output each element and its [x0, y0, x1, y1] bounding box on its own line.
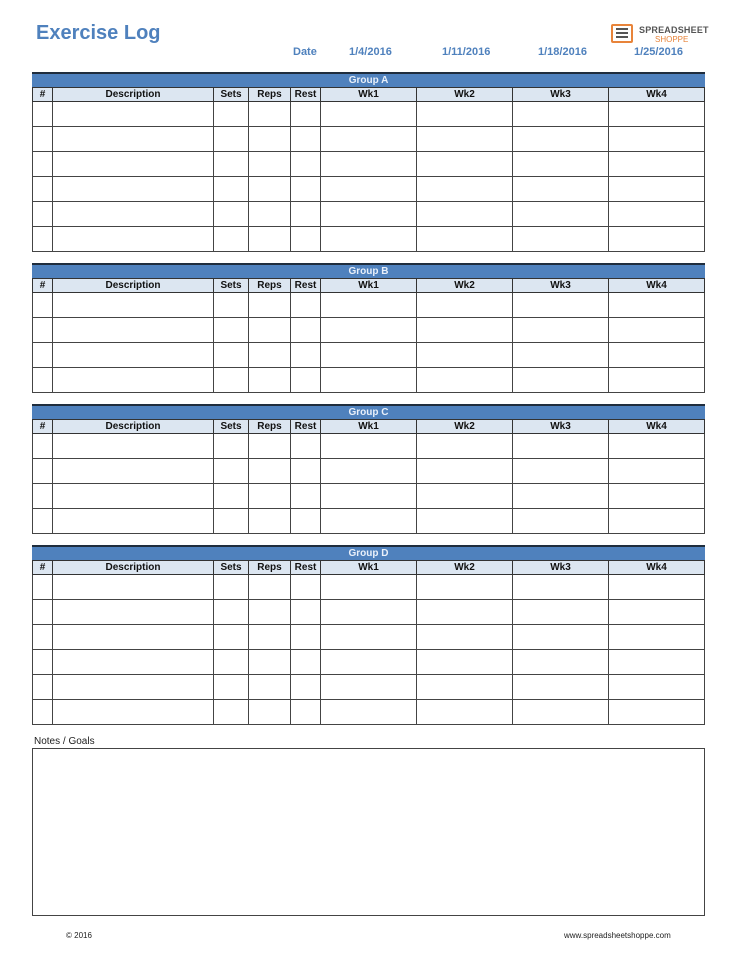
table-cell[interactable]: [214, 227, 249, 252]
notes-label: Notes / Goals: [34, 736, 95, 747]
notes-input[interactable]: [32, 748, 705, 916]
table-cell[interactable]: [417, 177, 513, 202]
table-cell[interactable]: [249, 575, 291, 600]
date-wk2[interactable]: 1/11/2016: [442, 46, 491, 58]
date-wk1[interactable]: 1/4/2016: [349, 46, 392, 58]
table-cell[interactable]: [53, 368, 214, 393]
column-header: Wk3: [513, 420, 609, 434]
table-cell[interactable]: [321, 484, 417, 509]
table-cell[interactable]: [609, 102, 705, 127]
table-cell[interactable]: [214, 152, 249, 177]
column-header: Description: [53, 88, 214, 102]
table-cell[interactable]: [321, 675, 417, 700]
table-cell[interactable]: [291, 127, 321, 152]
table-cell[interactable]: [53, 459, 214, 484]
table-cell[interactable]: [33, 484, 53, 509]
table-cell[interactable]: [249, 318, 291, 343]
table-cell[interactable]: [291, 625, 321, 650]
group-header: Group D: [32, 545, 705, 560]
table-cell[interactable]: [249, 675, 291, 700]
table-cell[interactable]: [33, 600, 53, 625]
table-cell[interactable]: [214, 177, 249, 202]
table-cell[interactable]: [53, 700, 214, 725]
table-cell[interactable]: [291, 434, 321, 459]
table-cell[interactable]: [214, 127, 249, 152]
table-cell[interactable]: [609, 509, 705, 534]
table-cell[interactable]: [53, 177, 214, 202]
column-header: Sets: [214, 279, 249, 293]
table-cell[interactable]: [513, 293, 609, 318]
table-row: [33, 459, 705, 484]
table-cell[interactable]: [249, 343, 291, 368]
table-cell[interactable]: [321, 459, 417, 484]
table-cell[interactable]: [214, 202, 249, 227]
column-header: Wk1: [321, 88, 417, 102]
date-wk4[interactable]: 1/25/2016: [634, 46, 683, 58]
column-header: Reps: [249, 561, 291, 575]
column-header: Reps: [249, 88, 291, 102]
table-cell[interactable]: [33, 127, 53, 152]
copyright: © 2016: [66, 931, 92, 940]
logo-text-line1: SPREADSHEET: [639, 25, 709, 35]
table-cell[interactable]: [321, 625, 417, 650]
table-row: [33, 343, 705, 368]
table-cell[interactable]: [214, 650, 249, 675]
table-cell[interactable]: [609, 343, 705, 368]
table-cell[interactable]: [417, 202, 513, 227]
table-cell[interactable]: [249, 177, 291, 202]
table-cell[interactable]: [417, 600, 513, 625]
table-cell[interactable]: [33, 575, 53, 600]
table-cell[interactable]: [609, 625, 705, 650]
table-cell[interactable]: [33, 318, 53, 343]
table-cell[interactable]: [214, 484, 249, 509]
group-header: Group A: [32, 72, 705, 87]
table-cell[interactable]: [417, 227, 513, 252]
table-cell[interactable]: [417, 675, 513, 700]
table-cell[interactable]: [249, 227, 291, 252]
table-cell[interactable]: [214, 700, 249, 725]
table-row: [33, 177, 705, 202]
table-cell[interactable]: [609, 368, 705, 393]
table-cell[interactable]: [609, 293, 705, 318]
column-header: Wk2: [417, 279, 513, 293]
table-cell[interactable]: [321, 650, 417, 675]
table-cell[interactable]: [53, 318, 214, 343]
column-header: Wk2: [417, 561, 513, 575]
table-cell[interactable]: [33, 459, 53, 484]
table-cell[interactable]: [249, 102, 291, 127]
table-cell[interactable]: [321, 202, 417, 227]
table-cell[interactable]: [214, 675, 249, 700]
exercise-group-c: [32, 404, 705, 534]
table-row: [33, 368, 705, 393]
table-cell[interactable]: [321, 343, 417, 368]
table-cell[interactable]: [609, 650, 705, 675]
table-cell[interactable]: [321, 509, 417, 534]
table-cell[interactable]: [417, 650, 513, 675]
table-cell[interactable]: [609, 434, 705, 459]
column-header: Wk2: [417, 88, 513, 102]
table-cell[interactable]: [53, 650, 214, 675]
table-cell[interactable]: [321, 293, 417, 318]
table-cell[interactable]: [53, 152, 214, 177]
table-cell[interactable]: [609, 177, 705, 202]
table-cell[interactable]: [513, 600, 609, 625]
table-cell[interactable]: [33, 343, 53, 368]
table-cell[interactable]: [513, 127, 609, 152]
table-row: [33, 600, 705, 625]
table-cell[interactable]: [513, 434, 609, 459]
table-cell[interactable]: [53, 625, 214, 650]
exercise-group-a: [32, 72, 705, 252]
table-row: [33, 102, 705, 127]
table-cell[interactable]: [53, 434, 214, 459]
table-cell[interactable]: [417, 152, 513, 177]
exercise-table: [32, 87, 705, 252]
table-row: [33, 227, 705, 252]
table-cell[interactable]: [214, 625, 249, 650]
table-cell[interactable]: [321, 600, 417, 625]
table-cell[interactable]: [33, 293, 53, 318]
table-cell[interactable]: [321, 368, 417, 393]
table-cell[interactable]: [513, 575, 609, 600]
table-cell[interactable]: [321, 102, 417, 127]
column-header: Wk2: [417, 420, 513, 434]
table-row: [33, 152, 705, 177]
table-cell[interactable]: [513, 700, 609, 725]
column-header: Wk4: [609, 561, 705, 575]
table-cell[interactable]: [513, 625, 609, 650]
table-cell[interactable]: [513, 368, 609, 393]
table-row: [33, 575, 705, 600]
table-cell[interactable]: [214, 575, 249, 600]
table-cell[interactable]: [609, 152, 705, 177]
table-cell[interactable]: [417, 484, 513, 509]
table-cell[interactable]: [53, 202, 214, 227]
table-cell[interactable]: [417, 127, 513, 152]
table-cell[interactable]: [609, 459, 705, 484]
table-cell[interactable]: [291, 484, 321, 509]
table-cell[interactable]: [249, 700, 291, 725]
table-cell[interactable]: [291, 343, 321, 368]
table-cell[interactable]: [249, 434, 291, 459]
column-header: Sets: [214, 561, 249, 575]
table-cell[interactable]: [249, 484, 291, 509]
table-cell[interactable]: [417, 293, 513, 318]
column-header: #: [33, 88, 53, 102]
table-cell[interactable]: [249, 600, 291, 625]
table-cell[interactable]: [33, 675, 53, 700]
table-cell[interactable]: [291, 575, 321, 600]
table-cell[interactable]: [417, 368, 513, 393]
table-cell[interactable]: [513, 650, 609, 675]
table-cell[interactable]: [214, 459, 249, 484]
table-cell[interactable]: [53, 343, 214, 368]
table-row: [33, 293, 705, 318]
table-cell[interactable]: [33, 152, 53, 177]
table-cell[interactable]: [291, 650, 321, 675]
brand-logo: [611, 23, 711, 45]
column-header: Rest: [291, 279, 321, 293]
column-header: Wk4: [609, 420, 705, 434]
table-cell[interactable]: [609, 575, 705, 600]
table-row: [33, 700, 705, 725]
table-cell[interactable]: [513, 227, 609, 252]
column-header: Wk1: [321, 561, 417, 575]
table-cell[interactable]: [609, 202, 705, 227]
table-cell[interactable]: [33, 625, 53, 650]
table-cell[interactable]: [321, 177, 417, 202]
table-cell[interactable]: [214, 434, 249, 459]
table-cell[interactable]: [321, 127, 417, 152]
table-cell[interactable]: [609, 318, 705, 343]
table-cell[interactable]: [214, 509, 249, 534]
date-wk3[interactable]: 1/18/2016: [538, 46, 587, 58]
column-header: #: [33, 420, 53, 434]
table-cell[interactable]: [513, 202, 609, 227]
website-link[interactable]: www.spreadsheetshoppe.com: [564, 931, 671, 940]
table-cell[interactable]: [417, 700, 513, 725]
table-cell[interactable]: [417, 318, 513, 343]
table-cell[interactable]: [291, 227, 321, 252]
exercise-group-d: [32, 545, 705, 725]
table-cell[interactable]: [291, 509, 321, 534]
table-cell[interactable]: [513, 152, 609, 177]
table-cell[interactable]: [214, 293, 249, 318]
table-cell[interactable]: [214, 318, 249, 343]
spreadsheet-logo-icon: [611, 24, 633, 43]
table-cell[interactable]: [321, 227, 417, 252]
column-header: Wk3: [513, 279, 609, 293]
table-cell[interactable]: [291, 152, 321, 177]
column-header: Rest: [291, 561, 321, 575]
table-cell[interactable]: [291, 102, 321, 127]
table-cell[interactable]: [291, 600, 321, 625]
table-row: [33, 434, 705, 459]
table-cell[interactable]: [249, 152, 291, 177]
date-label: Date: [293, 46, 317, 58]
exercise-table: [32, 560, 705, 725]
table-cell[interactable]: [417, 509, 513, 534]
table-cell[interactable]: [291, 368, 321, 393]
table-cell[interactable]: [33, 434, 53, 459]
table-cell[interactable]: [249, 509, 291, 534]
column-header: Description: [53, 279, 214, 293]
table-cell[interactable]: [33, 368, 53, 393]
column-header: Wk3: [513, 561, 609, 575]
column-header: Description: [53, 420, 214, 434]
group-header: Group C: [32, 404, 705, 419]
table-cell[interactable]: [33, 700, 53, 725]
table-cell[interactable]: [321, 152, 417, 177]
table-row: [33, 650, 705, 675]
table-cell[interactable]: [33, 177, 53, 202]
table-row: [33, 675, 705, 700]
table-cell[interactable]: [214, 102, 249, 127]
table-cell[interactable]: [321, 434, 417, 459]
table-row: [33, 625, 705, 650]
table-cell[interactable]: [609, 600, 705, 625]
table-cell[interactable]: [321, 700, 417, 725]
table-cell[interactable]: [417, 343, 513, 368]
table-cell[interactable]: [53, 484, 214, 509]
table-cell[interactable]: [33, 509, 53, 534]
exercise-group-b: [32, 263, 705, 393]
table-cell[interactable]: [609, 127, 705, 152]
table-cell[interactable]: [249, 625, 291, 650]
column-header: Wk1: [321, 279, 417, 293]
page-title: Exercise Log: [36, 22, 161, 44]
table-cell[interactable]: [513, 177, 609, 202]
table-cell[interactable]: [291, 700, 321, 725]
table-cell[interactable]: [609, 484, 705, 509]
table-cell[interactable]: [249, 202, 291, 227]
table-cell[interactable]: [513, 509, 609, 534]
column-header: Rest: [291, 88, 321, 102]
table-cell[interactable]: [249, 293, 291, 318]
table-row: [33, 318, 705, 343]
table-cell[interactable]: [53, 227, 214, 252]
table-row: [33, 484, 705, 509]
table-cell[interactable]: [249, 127, 291, 152]
column-header: Description: [53, 561, 214, 575]
table-cell[interactable]: [321, 318, 417, 343]
column-header: Sets: [214, 420, 249, 434]
column-header: #: [33, 279, 53, 293]
table-cell[interactable]: [291, 459, 321, 484]
table-cell[interactable]: [249, 459, 291, 484]
table-cell[interactable]: [513, 343, 609, 368]
table-cell[interactable]: [609, 227, 705, 252]
table-cell[interactable]: [53, 575, 214, 600]
table-cell[interactable]: [291, 293, 321, 318]
table-cell[interactable]: [291, 177, 321, 202]
column-header: Wk1: [321, 420, 417, 434]
table-cell[interactable]: [33, 102, 53, 127]
column-header: Rest: [291, 420, 321, 434]
table-cell[interactable]: [609, 700, 705, 725]
table-cell[interactable]: [417, 625, 513, 650]
exercise-table: [32, 419, 705, 534]
table-cell[interactable]: [513, 102, 609, 127]
table-cell[interactable]: [291, 202, 321, 227]
table-cell[interactable]: [417, 459, 513, 484]
column-header: Wk3: [513, 88, 609, 102]
table-cell[interactable]: [417, 575, 513, 600]
table-cell[interactable]: [53, 600, 214, 625]
table-cell[interactable]: [214, 368, 249, 393]
column-header: Reps: [249, 420, 291, 434]
table-cell[interactable]: [249, 650, 291, 675]
exercise-table: [32, 278, 705, 393]
table-cell[interactable]: [33, 202, 53, 227]
table-cell[interactable]: [321, 575, 417, 600]
table-cell[interactable]: [53, 675, 214, 700]
table-cell[interactable]: [513, 675, 609, 700]
table-cell[interactable]: [417, 102, 513, 127]
table-cell[interactable]: [33, 227, 53, 252]
logo-text-line2: SHOPPE: [655, 35, 689, 44]
column-header: #: [33, 561, 53, 575]
table-cell[interactable]: [53, 293, 214, 318]
table-cell[interactable]: [513, 318, 609, 343]
table-cell[interactable]: [33, 650, 53, 675]
table-cell[interactable]: [53, 102, 214, 127]
column-header: Wk4: [609, 88, 705, 102]
table-row: [33, 127, 705, 152]
table-cell[interactable]: [53, 127, 214, 152]
group-header: Group B: [32, 263, 705, 278]
table-cell[interactable]: [291, 318, 321, 343]
table-cell[interactable]: [291, 675, 321, 700]
column-header: Wk4: [609, 279, 705, 293]
column-header: Sets: [214, 88, 249, 102]
table-row: [33, 509, 705, 534]
table-cell[interactable]: [417, 434, 513, 459]
table-cell[interactable]: [513, 484, 609, 509]
table-cell[interactable]: [609, 675, 705, 700]
table-cell[interactable]: [214, 343, 249, 368]
table-cell[interactable]: [214, 600, 249, 625]
table-cell[interactable]: [249, 368, 291, 393]
table-cell[interactable]: [513, 459, 609, 484]
column-header: Reps: [249, 279, 291, 293]
table-cell[interactable]: [53, 509, 214, 534]
table-row: [33, 202, 705, 227]
